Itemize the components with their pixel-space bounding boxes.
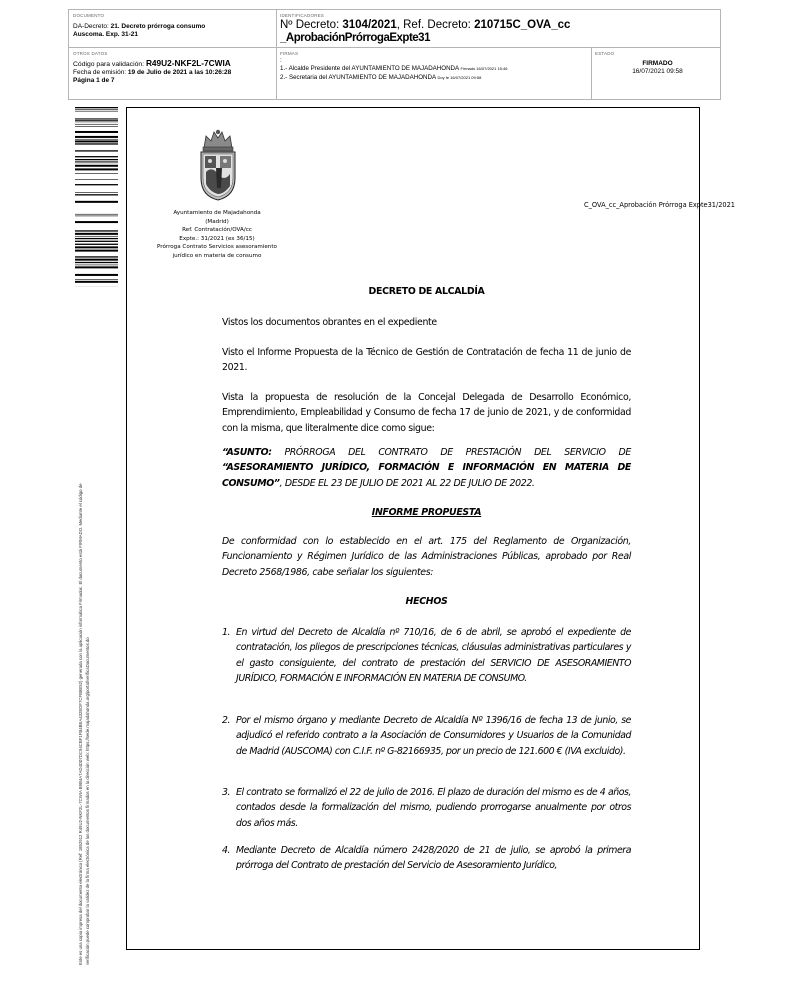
identificadores-cell [280,13,720,47]
identificadores-label: IDENTIFICADORES [280,13,325,18]
barcode-bar [75,136,118,138]
list-item: 2. Por el mismo órgano y mediante Decreto de Alcaldía Nº 1396/16 de fecha 13 de junio, se adjudicó el referido contrato a la Asociación de Consumidores y Usuarios de la Comunidad de Madrid (AUSCOMA) con C.I.F. nº G-82166935, por un precio de 121.600 € (IVA excluido). [222,715,631,757]
documento-label: DOCUMENTO [73,13,105,18]
barcode-bar [75,216,118,217]
codigo-validacion: Código para validación: R49U2-NKF2L-7CWIA [73,58,231,68]
informe-propuesta-heading: INFORME PROPUESTA [371,507,482,518]
decreto-number: Nº Decreto: 3104/2021, Ref. Decreto: 210715C_OVA_cc [280,19,571,31]
barcode-bar [75,131,118,133]
barcode-bar [75,109,118,110]
firma-2: 2.- Secretaria del AYUNTAMIENTO DE MAJADAHONDA Doy fe 16/07/2021 09:58 [280,73,482,81]
organization-info: Ayuntamiento de Majadahonda (Madrid) Ref. Contratación/OVA/cc Expte.: 31/2021 (ex 36/15) Prórroga Contrato Servicios asesoramiento jurídico en materia de consumo [157,210,277,259]
barcode-bar [75,184,118,185]
document-header [68,9,721,100]
documento-cell [73,13,273,47]
barcode-bar [75,122,118,123]
pagina-indicator: Página 1 de 7 [73,77,115,84]
barcode-bar [75,118,118,119]
otros-datos-cell [73,51,273,99]
barcode-bar [75,201,118,203]
list-item: 4. Mediante Decreto de Alcaldía número 2428/2020 de 21 de julio, se aprobó la primera prórroga del Contrato de prestación del Servicio de Asesoramiento Jurídico, [222,845,631,872]
page-title: DECRETO DE ALCALDÍA [368,286,485,297]
barcode-bar [75,179,118,180]
documento-line1: DA-Decreto: 21. Decreto prórroga consumo [73,23,206,30]
barcode-bar [75,214,118,215]
list-item: 1. En virtud del Decreto de Alcaldía nº 710/16, de 6 de abril, se aprobó el expediente de contratación, los pliegos de prescripciones técnicas, cláusulas administrativas particulares y el gasto consiguiente, del contrato de prestación del SERVICIO DE ASESORAMIENTO JURÍDICO, FORMACIÓN E INFORMACIÓN EN MATERIA DE CONSUMO. [222,627,631,684]
hechos-heading: HECHOS [405,596,448,607]
barcode-bar [75,126,118,127]
paragraph-vista-propuesta: Vista la propuesta de resolución de la Concejal Delegada de Desarrollo Económico, Emprendimiento, Empleabilidad y Consumo de fecha 17 de junio de 2021, y de conformidad con la misma, que literalmente dice como sigue: [222,392,631,434]
verification-margin-text: Este es una copia impresa del documento electrónico (Ref: 1852912 R49U2-NKF2L-7CWIA B9B4A7AD4D07DC94CBF1FB4BEA432EDF7CFB8E52) generada con la aplicación informática Firmadoc. El documento está FIRMADO. Mediante el código de verificación puede comprobar la validez de la firma electrónica de los documentos firmados en la dirección web: https://sede.majadahonda.org/portal/verificaDocumentos.do [78,483,90,965]
barcode-bar [75,241,118,242]
barcode-bar [75,244,118,245]
header-divider [276,10,277,99]
decreto-ref-continued: _AprobaciónPrórrogaExpte31 [280,32,430,44]
barcode-bar [75,279,118,280]
barcode-bar [75,150,118,151]
barcode-bar [75,233,118,235]
barcode-bar [75,274,118,276]
fecha-emision: Fecha de emisión: 19 de Julio de 2021 a las 10:26:28 [73,69,232,76]
barcode-bar [75,236,118,237]
barcode-bar [75,165,118,167]
barcode-bar [75,159,118,160]
estado-cell [595,51,720,99]
paragraph-vistos: Vistos los documentos obrantes en el expediente [222,317,437,328]
barcode [75,107,118,287]
barcode-bar [75,265,118,266]
barcode-bar [75,230,118,231]
barcode-bar [75,140,118,142]
firma-1: 1.- Alcalde Presidente del AYUNTAMIENTO DE MAJADAHONDA Firmado 16/07/2021 15:46 [280,65,508,72]
estado-label: ESTADO [595,51,615,56]
reference-code: C_OVA_cc_Aprobación Prórroga Expte31/2021 [584,201,735,209]
barcode-bar [75,266,118,268]
barcode-bar [75,281,118,283]
barcode-bar [75,250,118,252]
barcode-bar [75,192,118,193]
barcode-bar [75,163,118,164]
barcode-bar [75,111,118,112]
barcode-bar [75,238,118,239]
firmas-cell: FIRMAS : 1.- Alcalde Presidente del AYUNTAMIENTO DE MAJADAHONDA Firmado 16/07/2021 15:46 2.- Secretaria del AYUNTAMIENTO DE MAJADAHONDA Doy fe 16/07/2021 09:58 [280,51,588,99]
paragraph-visto-informe: Visto el Informe Propuesta de la Técnico de Gestión de Contratación de fecha 11 de junio de 2021. [222,347,631,374]
otros-datos-label: OTROS DATOS [73,51,108,56]
barcode-bar [75,119,118,120]
intro-paragraph: De conformidad con lo establecido en el art. 175 del Reglamento de Organización, Funcionamiento y Régimen Jurídico de las Administraciones Públicas, aprobado por Real Decreto 2568/1986, cabe señalar los siguientes: [222,536,631,578]
barcode-bar [75,143,118,144]
barcode-bar [75,259,118,261]
barcode-bar [75,256,118,257]
barcode-bar [75,107,118,108]
barcode-bar [75,161,118,162]
coat-of-arms-icon [194,128,242,202]
barcode-bar [75,221,118,223]
estado-fecha: 16/07/2021 09:58 [632,68,683,75]
asunto-paragraph: “ASUNTO: PRÓRROGA DEL CONTRATO DE PRESTACIÓN DEL SERVICIO DE “ASESORAMIENTO JURÍDICO, FORMACIÓN E INFORMACIÓN EN MATERIA DE CONSUMO”, DESDE EL 23 DE JULIO DE 2021 AL 22 DE JULIO DE 2022. [222,447,631,489]
barcode-bar [75,246,118,248]
barcode-bar [75,262,118,263]
barcode-bar [75,156,118,157]
barcode-bar [75,139,118,140]
header-divider [69,47,720,48]
documento-line2: Auscoma. Exp. 31-21 [73,31,139,38]
barcode-bar [75,124,118,125]
header-divider [591,47,592,99]
firmas-label: FIRMAS [280,51,299,56]
list-item: 3. El contrato se formalizó el 22 de julio de 2016. El plazo de duración del mismo es de 4 años, contados desde la formalización del mismo, pudiendo prorrogarse anualmente por otros dos años más. [222,787,631,829]
barcode-bar [75,173,118,174]
estado-value: FIRMADO [642,60,673,67]
barcode-bar [75,168,118,170]
barcode-bar [75,194,118,195]
